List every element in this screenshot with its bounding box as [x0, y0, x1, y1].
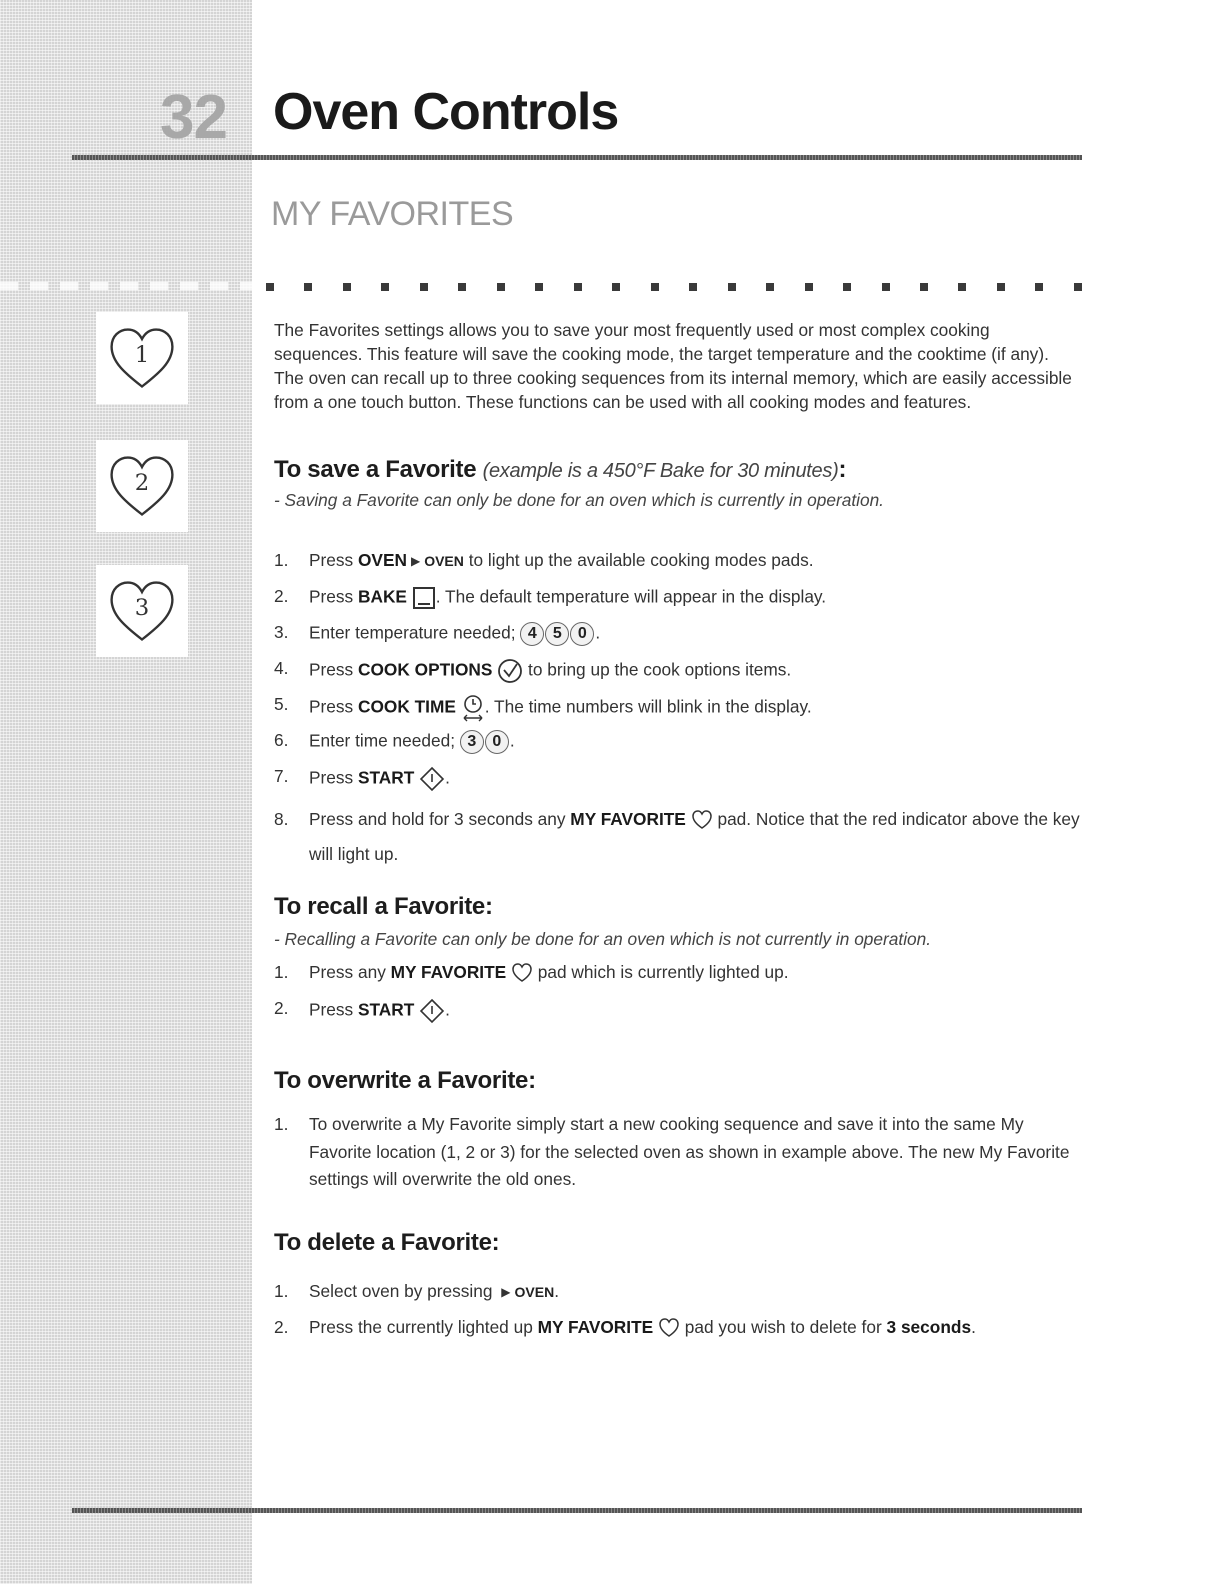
- save-section: [274, 456, 1082, 511]
- sidebar: [0, 0, 252, 1584]
- keypad-key: 3: [460, 730, 484, 754]
- list-item: 5. Press COOK TIME . The time numbers will blink in the display.: [274, 694, 1082, 730]
- list-item: 4. Press COOK OPTIONS to bring up the cook options items.: [274, 658, 1082, 694]
- sidebar-dotted-band: [0, 282, 252, 290]
- recall-note: - Recalling a Favorite can only be done for an oven which is not currently in operation.: [274, 929, 932, 949]
- start-diamond-icon: [419, 766, 445, 792]
- list-item: 1. Press OVEN ▶ OVEN to light up the available cooking modes pads.: [274, 550, 814, 570]
- start-diamond-icon: [419, 998, 445, 1024]
- favorite-pad-1: [96, 312, 188, 404]
- svg-text:1: 1: [134, 341, 150, 368]
- heart-icon: [691, 809, 713, 831]
- intro-paragraph: The Favorites settings allows you to save your most frequently used or most complex cooking sequences. This feature will save the cooking mode, the target temperature and the cooktime (if any). The oven can recall up to three cooking sequences from its internal memory, which are easily accessible from a one touch button. These functions can be used with all cooking modes and features.: [274, 320, 1072, 412]
- list-item: 3. Enter temperature needed; 4 5 0 .: [274, 622, 1082, 658]
- delete-heading: To delete a Favorite:: [274, 1229, 500, 1256]
- list-item: 2. Press BAKE . The default temperature will appear in the display.: [274, 586, 1082, 622]
- header-rule: [72, 155, 1082, 160]
- footer-rule: [72, 1508, 1082, 1513]
- list-item: 1. Press any MY FAVORITE pad which is currently lighted up.: [274, 962, 1082, 998]
- list-item: 2. Press START .: [274, 998, 1082, 1034]
- save-heading: To save a Favorite (example is a 450°F Bake for 30 minutes):: [274, 456, 847, 483]
- heart-icon: [104, 573, 180, 649]
- list-item: 1. To overwrite a My Favorite simply start a new cooking sequence and save it into the same My Favorite location (1, 2 or 3) for the selected oven as shown in example above. The new My Favorite settings will overwrite the old ones.: [274, 1114, 1070, 1189]
- section-title: MY FAVORITES: [271, 195, 514, 233]
- favorite-pad-2: [96, 440, 188, 532]
- list-item: 6. Enter time needed; 3 0 .: [274, 730, 1082, 766]
- keypad-key: 0: [570, 622, 594, 646]
- cook-time-icon: [461, 694, 485, 722]
- favorite-pad-3: [96, 565, 188, 657]
- heart-icon: [104, 320, 180, 396]
- list-item: 2. Press the currently lighted up MY FAVORITE pad you wish to delete for 3 seconds.: [274, 1317, 1082, 1353]
- overwrite-section: [274, 1067, 1082, 1194]
- save-steps: [274, 550, 1082, 872]
- recall-heading: To recall a Favorite:: [274, 893, 493, 920]
- overwrite-heading: To overwrite a Favorite:: [274, 1067, 536, 1094]
- check-circle-icon: [497, 658, 523, 684]
- list-item: 1. Select oven by pressing ▶ OVEN.: [274, 1281, 560, 1301]
- list-item: 8. Press and hold for 3 seconds any MY FAVORITE pad. Notice that the red indicator above the key will light up.: [274, 809, 1080, 864]
- keypad-key: 0: [485, 730, 509, 754]
- recall-section: [274, 893, 1082, 1034]
- square-dot-divider: [266, 283, 1082, 293]
- play-triangle-icon: ▶: [501, 1285, 511, 1299]
- svg-text:2: 2: [134, 469, 150, 496]
- heart-icon: [104, 448, 180, 524]
- keypad-key: 4: [520, 622, 544, 646]
- bake-icon: [412, 586, 436, 610]
- delete-section: [274, 1229, 1082, 1353]
- svg-text:3: 3: [134, 594, 150, 621]
- page-number: 32: [160, 83, 227, 152]
- list-item: 7. Press START .: [274, 766, 1082, 802]
- heart-icon: [658, 1317, 680, 1339]
- save-note: - Saving a Favorite can only be done for an oven which is currently in operation.: [274, 490, 884, 510]
- keypad-key: 5: [545, 622, 569, 646]
- play-triangle-icon: ▶: [410, 554, 421, 568]
- page-title: Oven Controls: [273, 83, 619, 141]
- heart-icon: [511, 962, 533, 984]
